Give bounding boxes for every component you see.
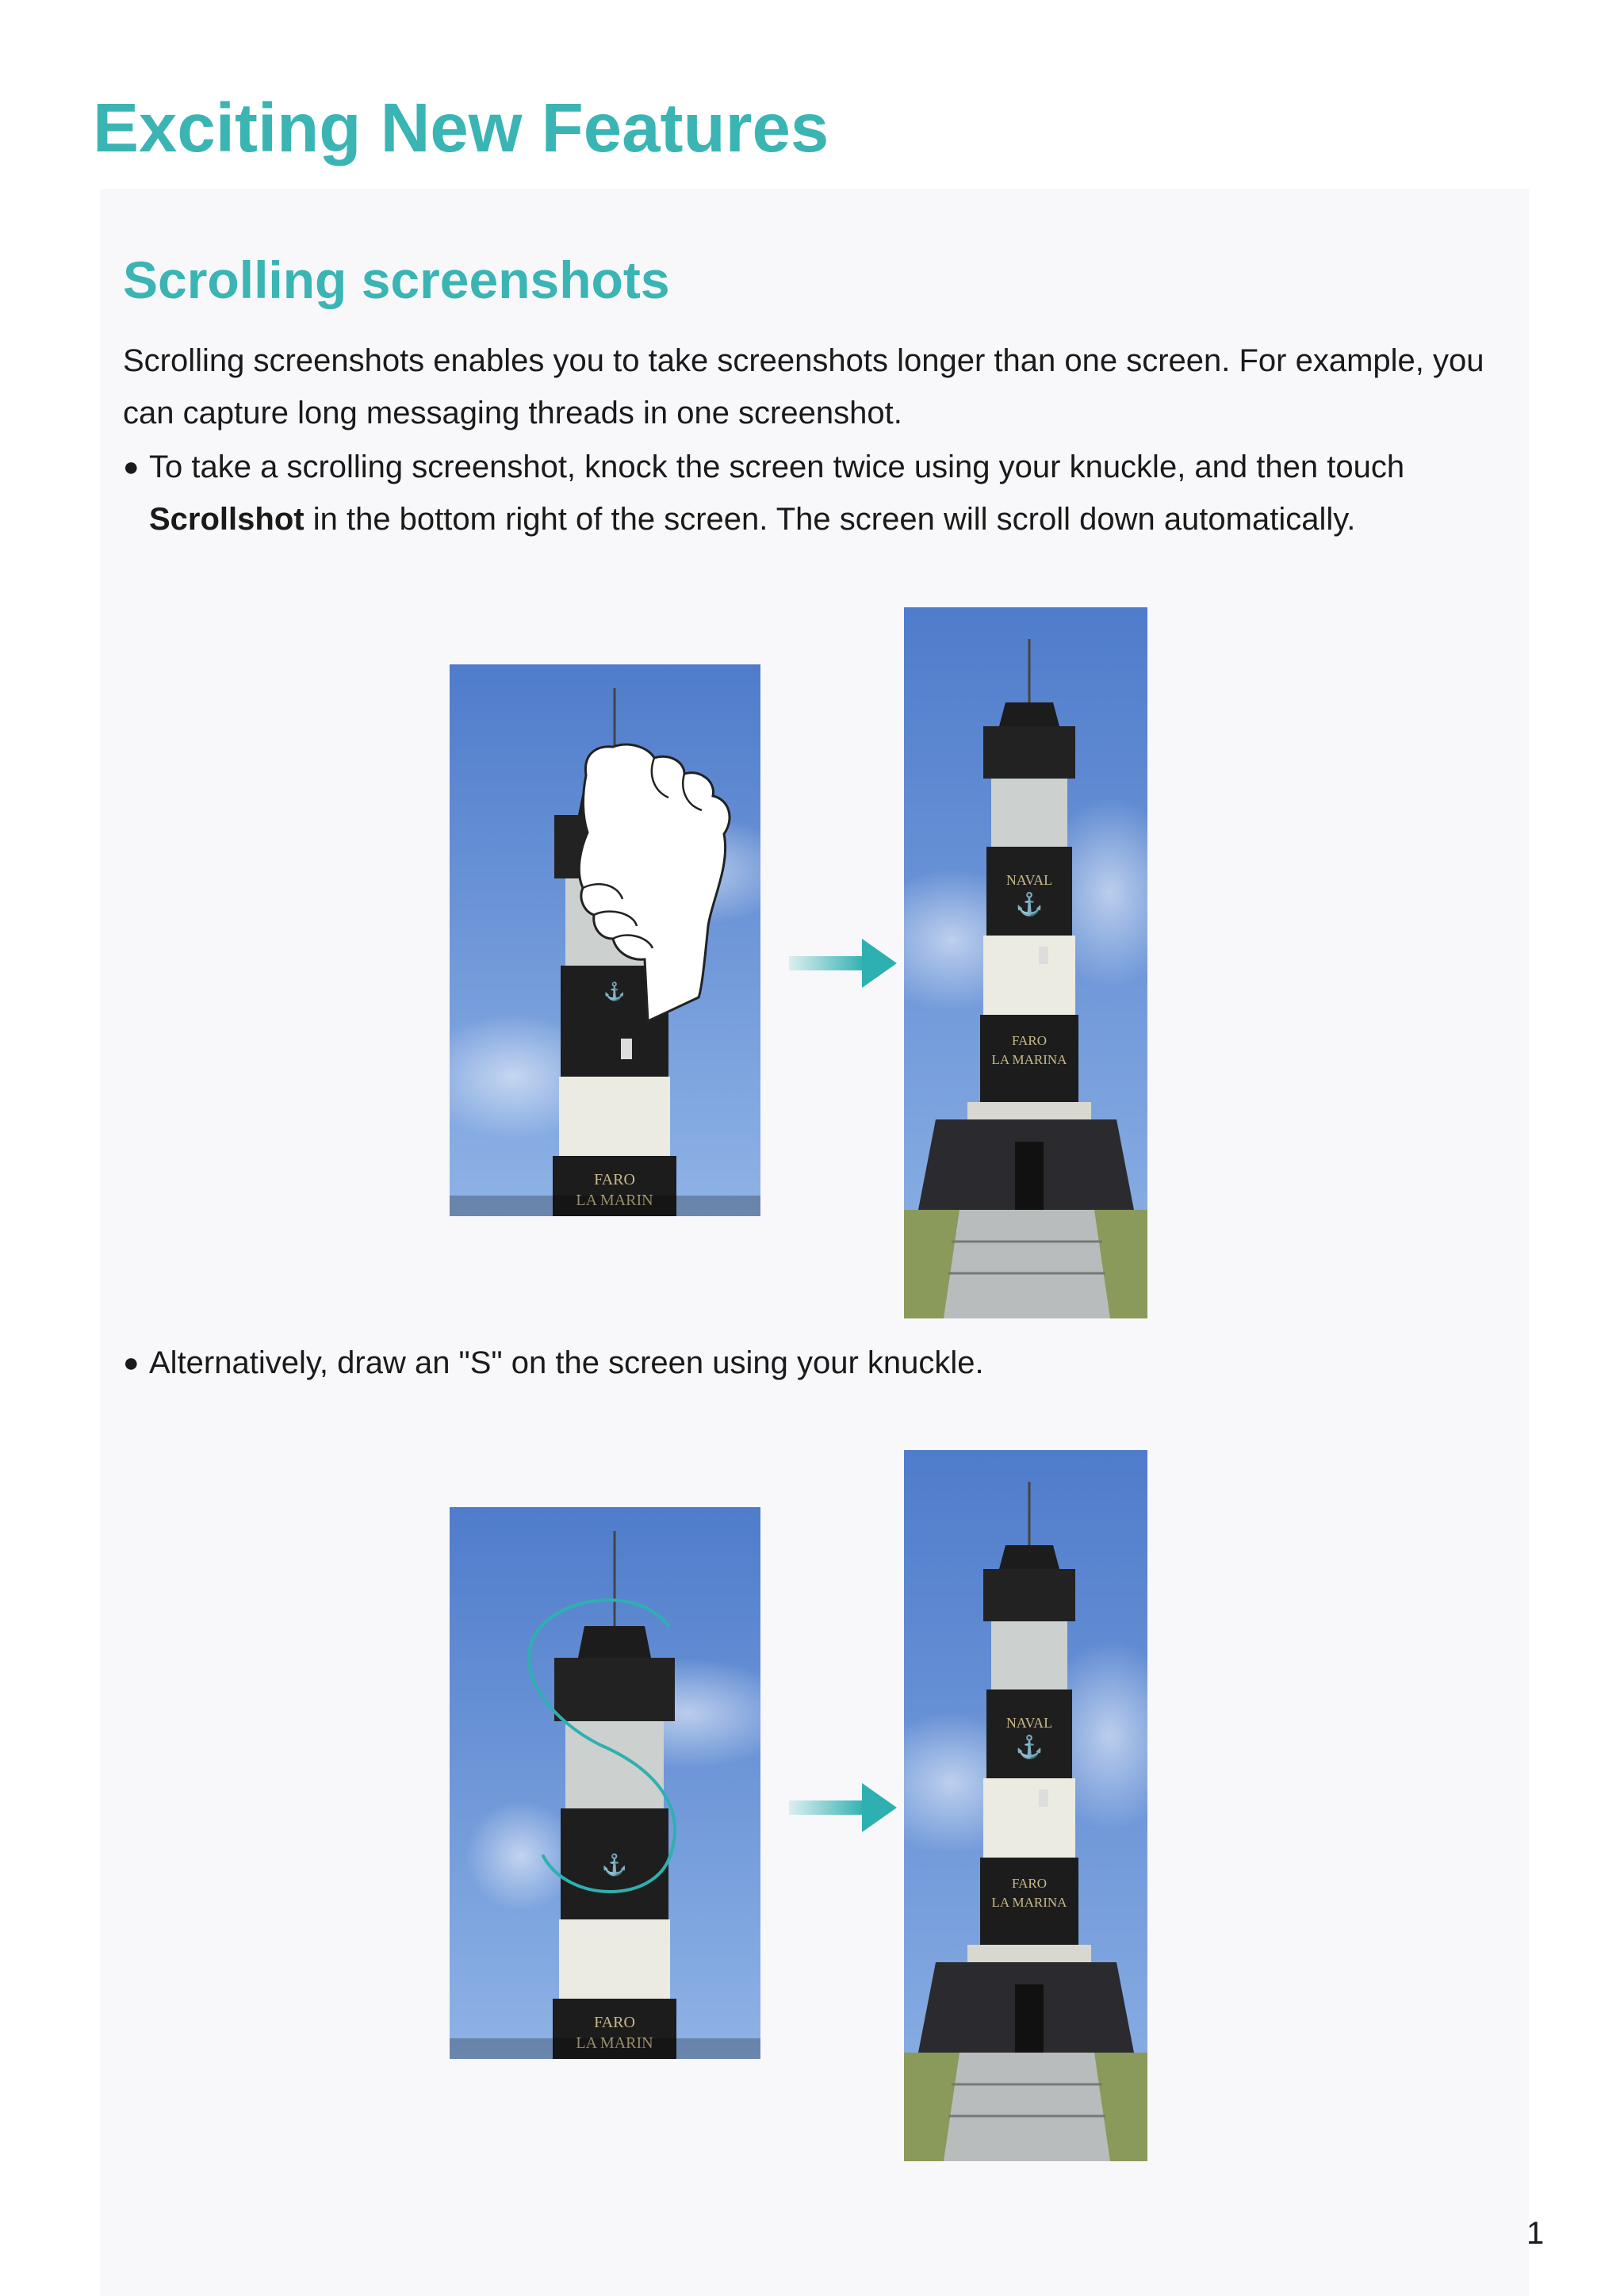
phone-screen-before-1	[450, 664, 760, 1216]
lighthouse-full-image	[904, 607, 1147, 1318]
arrow-right-icon	[789, 1780, 900, 1835]
svg-text:⚓: ⚓	[603, 982, 626, 1001]
faro-label: FARO	[1011, 1876, 1048, 1891]
la-marina-label: LA MARIN	[576, 1192, 653, 1209]
la-marina-label: LA MARINA	[991, 1895, 1067, 1910]
la-marina-label: LA MARINA	[991, 1052, 1067, 1067]
intro-paragraph: Scrolling screenshots enables you to take screenshots longer than one screen. For example, you can capture long messaging threads in one screenshot.	[123, 343, 1484, 430]
naval-label: NAVAL	[1005, 1715, 1053, 1731]
section-title: Scrolling screenshots	[123, 251, 670, 309]
svg-text:⚓: ⚓	[1015, 893, 1044, 917]
bullet-draw-s: ● Alternatively, draw an "S" on the screen using your knuckle.	[123, 1337, 1487, 1389]
phone-screen-after-2	[904, 1450, 1147, 2161]
bullet-dot: ●	[123, 452, 140, 482]
phone-screen-after-1	[904, 607, 1147, 1318]
svg-text:⚓: ⚓	[601, 1854, 628, 1877]
faro-label: FARO	[1011, 1033, 1048, 1048]
lighthouse-full-image	[904, 1450, 1147, 2161]
lighthouse-partial-image	[450, 1507, 760, 2059]
faro-label: FARO	[594, 2014, 635, 2031]
lighthouse-partial-image	[450, 664, 760, 1216]
naval-label: NAVAL	[1005, 872, 1053, 888]
page-number: 1	[1526, 2216, 1545, 2251]
bullet-text: To take a scrolling screenshot, knock the screen twice using your knuckle, and then touch Scrollshot in the bottom right of the screen. The screen will scroll down automatically.	[149, 450, 1405, 537]
phone-screen-before-2	[450, 1507, 760, 2059]
svg-text:⚓: ⚓	[1015, 1735, 1044, 1760]
bullet-dot: ●	[123, 1348, 140, 1378]
faro-label: FARO	[594, 1171, 635, 1188]
la-marina-label: LA MARIN	[576, 2034, 653, 2052]
bullet-knock	[123, 441, 1487, 545]
arrow-right-icon	[789, 936, 900, 991]
chapter-title: Exciting New Features	[93, 90, 829, 166]
scrollshot-label: Scrollshot	[149, 502, 304, 537]
